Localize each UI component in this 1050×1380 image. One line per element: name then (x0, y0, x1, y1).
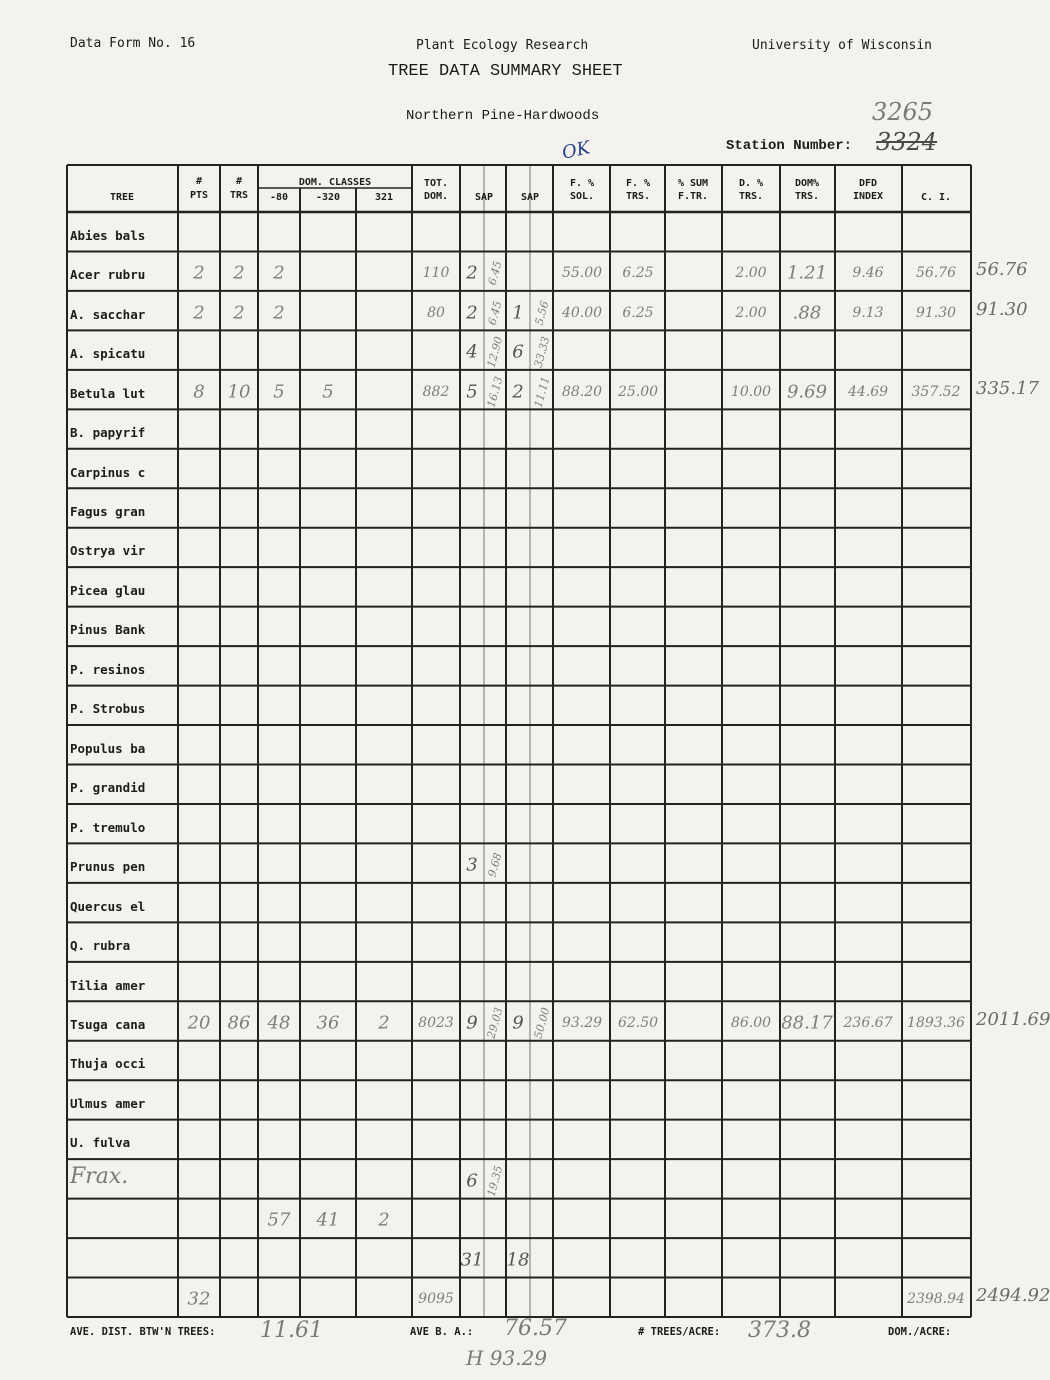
tree-name: Pinus Bank (70, 622, 146, 638)
cell-d80: 48 (267, 1012, 291, 1034)
cell-domtrs: 1.21 (786, 262, 828, 284)
station-value: 3324 (876, 128, 938, 156)
col-header-dom-320: -320 (315, 192, 341, 203)
cell-pts: 8 (193, 381, 205, 403)
sheet-title: TREE DATA SUMMARY SHEET (388, 62, 623, 81)
cell-dfd: 9.46 (852, 265, 884, 282)
cell-ci: 56.76 (915, 265, 957, 282)
cell-ftrs: 6.25 (622, 265, 654, 282)
cell-sp: 2 (466, 302, 478, 324)
cell-tp: 1 (512, 302, 524, 324)
cell-tp: 6 (512, 341, 524, 363)
cell-d320: 5 (322, 381, 334, 403)
tree-name: Prunus pen (70, 859, 146, 875)
tree-name: Tsuga cana (70, 1017, 146, 1033)
tree-name: Tilia amer (70, 977, 146, 993)
community-type: Northern Pine-Hardwoods (406, 108, 600, 124)
cell-dtrs: 2.00 (735, 265, 767, 282)
cell-dfd: 9.13 (852, 304, 884, 321)
cell-sf: 19.35 (484, 1163, 506, 1198)
tree-name: P. tremulo (70, 819, 146, 835)
trees-acre-value: 373.8 (748, 1318, 811, 1343)
cell-sf: 29.03 (484, 1006, 506, 1040)
cell-fsol: 40.00 (561, 304, 603, 321)
tree-name: Picea glau (70, 582, 146, 598)
cell-d80: 57 (267, 1209, 291, 1231)
col-header-f-trs-2: TRS. (625, 191, 651, 202)
cell-tf: 11.11 (531, 374, 553, 409)
cell-dtrs: 10.00 (730, 383, 772, 400)
col-header-ci: C. I. (920, 192, 952, 203)
station-label: Station Number: (726, 138, 853, 154)
tree-name: Ulmus amer (70, 1095, 146, 1111)
tree-name: U. fulva (70, 1135, 131, 1151)
cell-ftrs: 25.00 (617, 383, 659, 400)
cell-pts: 20 (187, 1012, 211, 1034)
university: University of Wisconsin (752, 38, 933, 53)
tree-name: Betula lut (70, 385, 146, 401)
dom-acre-label: DOM./ACRE: (888, 1326, 952, 1338)
ave-ba-label: AVE B. A.: (410, 1326, 474, 1338)
col-header-dom-classes: DOM. CLASSES (298, 177, 372, 188)
cell-tf: 5.56 (532, 299, 552, 327)
margin-note: 56.76 (976, 259, 1028, 281)
col-header-tot-dom-1: TOT. (423, 178, 449, 189)
cell-ci: 91.30 (915, 304, 957, 321)
col-header-pts-hash: # (195, 176, 203, 187)
form-number: Data Form No. 16 (70, 36, 196, 51)
cell-ftrs: 6.25 (622, 304, 654, 321)
cell-tot: 8023 (418, 1015, 454, 1032)
col-header-dom-trs-2: TRS. (794, 191, 820, 202)
tree-name: Carpinus c (70, 464, 146, 480)
cell-dtrs: 86.00 (730, 1015, 772, 1032)
cell-tp: 18 (506, 1249, 530, 1271)
tree-name: Frax. (70, 1163, 129, 1189)
cell-sp: 4 (466, 341, 478, 363)
tree-name: Thuja occi (70, 1056, 146, 1072)
trees-acre-label: # TREES/ACRE: (638, 1326, 721, 1338)
cell-sp: 31 (460, 1249, 484, 1271)
col-header-dom-321: 321 (374, 192, 394, 203)
cell-sp: 9 (466, 1012, 478, 1034)
cell-d80: 2 (273, 262, 285, 284)
col-header-trs-hash: # (235, 176, 243, 187)
ave-dist-label: AVE. DIST. BTW'N TREES: (70, 1326, 216, 1338)
col-header-sum-ftr-2: F.TR. (677, 191, 709, 202)
col-header-d-trs-1: D. % (738, 178, 764, 189)
tree-name: P. grandid (70, 780, 146, 796)
station-corrected: 3265 (872, 98, 934, 126)
col-header-f-sol-2: SOL. (569, 191, 595, 202)
ave-dist-value: 11.61 (260, 1318, 323, 1343)
cell-tp: 2 (512, 381, 524, 403)
margin-note: 91.30 (976, 298, 1028, 320)
cell-tot: 110 (422, 265, 450, 282)
cell-trs: 86 (227, 1012, 251, 1034)
col-header-tree: TREE (109, 192, 135, 203)
cell-pts: 2 (193, 302, 205, 324)
margin-note: 335.17 (976, 377, 1039, 399)
cell-pts: 2 (193, 262, 205, 284)
tree-name: A. sacchar (70, 306, 146, 322)
cell-trs: 10 (227, 381, 251, 403)
margin-note: 2494.92 (976, 1285, 1050, 1307)
cell-fsol: 88.20 (561, 383, 603, 400)
col-header-pts: PTS (189, 190, 209, 201)
cell-sp: 3 (466, 854, 478, 876)
cell-tot: 882 (422, 383, 450, 400)
cell-d320: 36 (316, 1012, 340, 1034)
tree-name: Populus ba (70, 740, 146, 756)
cell-tf: 33.33 (531, 335, 553, 370)
cell-tf: 50.00 (531, 1006, 553, 1040)
h-value: H 93.29 (466, 1346, 548, 1370)
cell-d80: 5 (273, 381, 285, 403)
cell-ci: 2398.94 (907, 1291, 965, 1308)
tree-name: A. spicatu (70, 346, 146, 362)
col-header-dfd-2: INDEX (852, 191, 884, 202)
col-header-dfd-1: DFD (858, 178, 878, 189)
cell-dfd: 44.69 (847, 383, 889, 400)
tree-name: Q. rubra (70, 938, 131, 954)
cell-sp: 5 (466, 381, 478, 403)
tree-name: P. resinos (70, 661, 146, 677)
tree-name: Quercus el (70, 898, 146, 914)
col-header-sap-pts: SAP (474, 192, 494, 203)
margin-note: 2011.69 (976, 1009, 1050, 1031)
tree-name: P. Strobus (70, 701, 146, 717)
cell-sf: 6.45 (485, 259, 505, 287)
tree-name: Acer rubru (70, 267, 146, 283)
tree-name: Ostrya vir (70, 543, 146, 559)
col-header-trs: TRS (229, 190, 249, 201)
col-header-d-trs-2: TRS. (738, 191, 764, 202)
cell-dtrs: 2.00 (735, 304, 767, 321)
cell-domtrs: .88 (792, 302, 822, 324)
cell-ci: 1893.36 (907, 1015, 965, 1032)
cell-d320: 41 (316, 1209, 340, 1231)
cell-sf: 12.90 (484, 335, 506, 370)
cell-domtrs: 88.17 (781, 1012, 833, 1034)
col-header-sap-trs: SAP (520, 192, 540, 203)
cell-domtrs: 9.69 (786, 381, 828, 403)
cell-fsol: 55.00 (561, 265, 603, 282)
col-header-dom-trs-1: DOM% (794, 178, 820, 189)
cell-d321: 2 (378, 1012, 390, 1034)
cell-fsol: 93.29 (561, 1015, 603, 1032)
cell-sf: 16.13 (484, 374, 506, 409)
cell-tot: 80 (427, 304, 445, 321)
cell-sp: 2 (466, 262, 478, 284)
col-header-sum-ftr-1: % SUM (677, 178, 709, 189)
col-header-tot-dom-2: DOM. (423, 191, 449, 202)
col-header-dom-80: -80 (269, 192, 289, 203)
ave-ba-value: 76.57 (504, 1316, 567, 1341)
cell-sf: 6.45 (485, 299, 505, 327)
cell-tot: 9095 (418, 1291, 454, 1308)
cell-ftrs: 62.50 (617, 1015, 659, 1032)
cell-dfd: 236.67 (843, 1015, 893, 1032)
col-header-f-trs-1: F. % (625, 178, 651, 189)
cell-sp: 6 (466, 1170, 478, 1192)
col-header-f-sol-1: F. % (569, 178, 595, 189)
cell-tp: 9 (512, 1012, 524, 1034)
cell-sf: 9.68 (485, 851, 505, 879)
cell-trs: 2 (233, 302, 245, 324)
cell-d80: 2 (273, 302, 285, 324)
tree-name: B. papyrif (70, 425, 146, 441)
cell-d321: 2 (378, 1209, 390, 1231)
organization: Plant Ecology Research (416, 38, 589, 53)
cell-ci: 357.52 (911, 383, 961, 400)
cell-pts: 32 (187, 1288, 211, 1310)
tree-name: Abies bals (70, 227, 146, 243)
column-check-note: OK (560, 137, 593, 164)
tree-name: Fagus gran (70, 503, 146, 519)
cell-trs: 2 (233, 262, 245, 284)
